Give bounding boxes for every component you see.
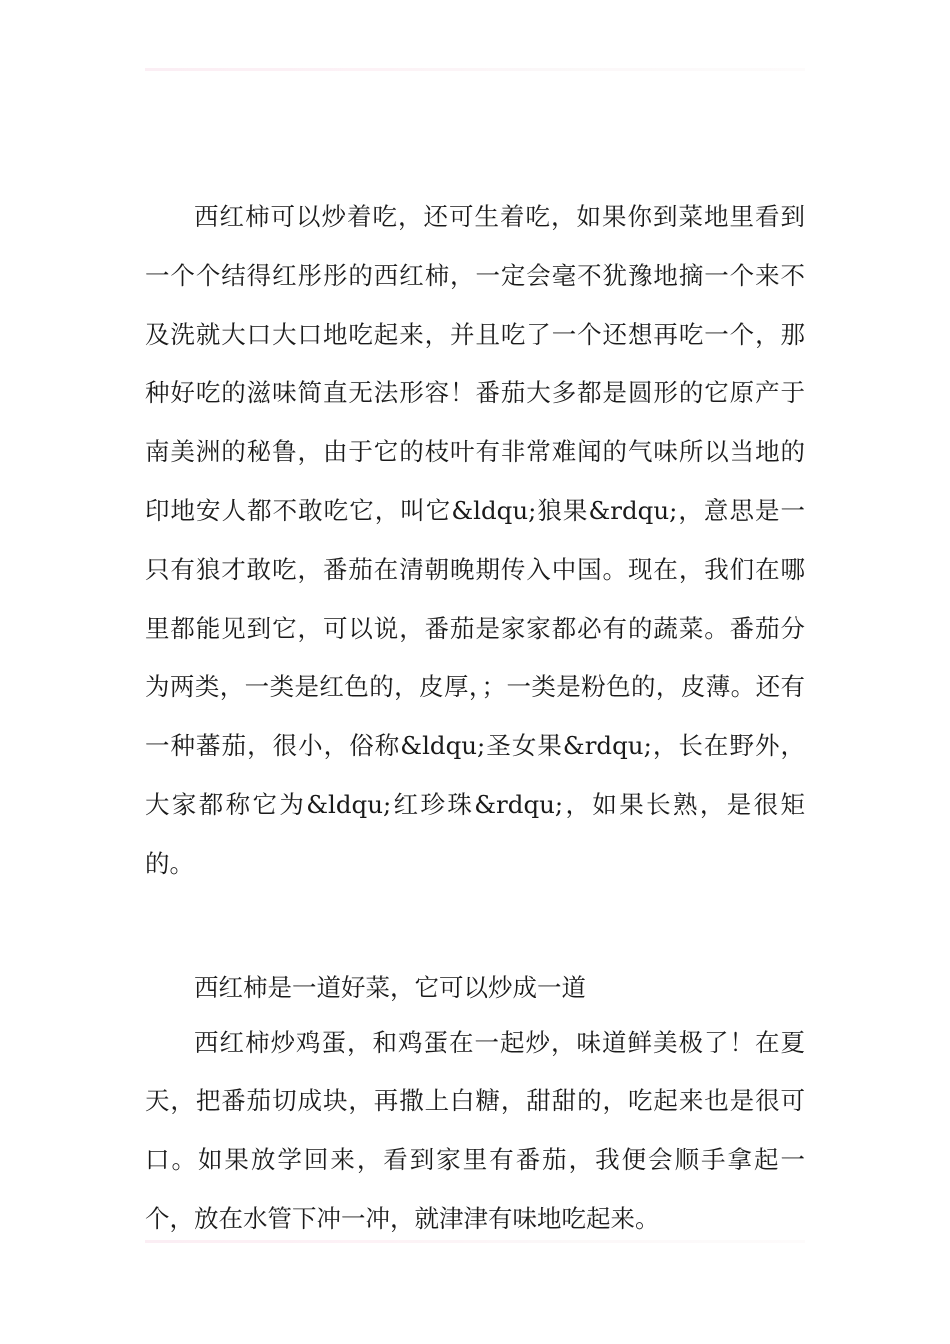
paragraph-tomato-intro: 西红柿可以炒着吃，还可生着吃，如果你到菜地里看到一个个结得红彤彤的西红柿，一定会毫不犹豫地摘一个来不及洗就大口大口地吃起来，并且吃了一个还想再吃一个，那种好吃的滋味简直无法形容！番茄大多都是圆形的它原产于南美洲的秘鲁，由于它的枝叶有非常难闻的气味所以当地的印地安人都不敢吃它，叫它&ldqu;狼果&rdqu;，意思是一只有狼才敢吃，番茄在清朝晚期传入中国。现在，我们在哪里都能见到它，可以说，番茄是家家都必有的蔬菜。番茄分为两类，一类是红色的，皮厚，；一类是粉色的，皮薄。还有一种蕃茄，很小，俗称&ldqu;圣女果&rdqu;，长在野外，大家都称它为&ldqu;红珍珠&rdqu;，如果长熟，是很矩的。 [145, 202, 805, 878]
paragraph-dish-lead: 西红柿是一道好菜，它可以炒成一道 [194, 972, 586, 1002]
paragraph-gap [145, 894, 805, 962]
header-rule [145, 68, 805, 71]
document-body [145, 188, 805, 1249]
paragraph-tomato-egg: 西红柿炒鸡蛋，和鸡蛋在一起炒，味道鲜美极了！在夏天，把番茄切成块，再撒上白糖，甜甜的，吃起来也是很可口。如果放学回来，看到家里有番茄，我便会顺手拿起一个，放在水管下冲一冲，就津津有味地吃起来。 [145, 1027, 805, 1233]
footer-rule [145, 1240, 805, 1243]
